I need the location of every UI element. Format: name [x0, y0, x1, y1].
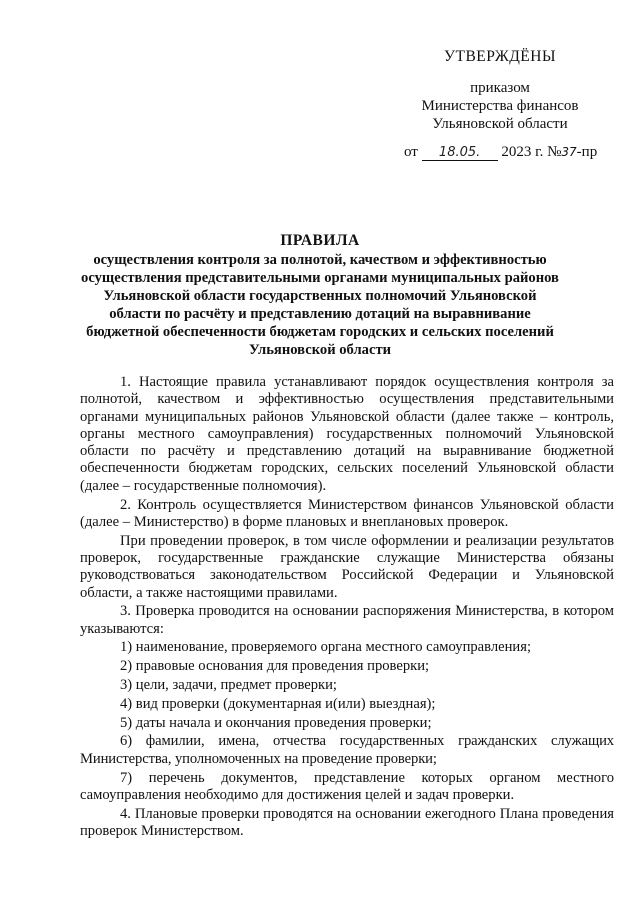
order-line — [404, 144, 597, 161]
list-item-4: 4) вид проверки (документарная и(или) выездная); — [120, 695, 436, 712]
list-item-7: 7) перечень документов, представление которых органом местного самоуправления необходимо для достижения целей и задач проверки. — [80, 769, 614, 803]
list-item-5: 5) даты начала и окончания проведения проверки; — [120, 714, 432, 731]
list-item-6: 6) фамилии, имена, отчества государственных гражданских служащих Министерства, уполномоченных на проведение проверки; — [80, 733, 614, 767]
document-heading — [80, 232, 560, 359]
paragraph-3: При проведении проверок, в том числе оформлении и реализации результатов проверок, государственные гражданские служащие Министерства обязаны руководствоваться законодательством Российской Федерации и Ульяновской области, а также настоящими правилами. — [80, 532, 614, 601]
order-prefix: от — [404, 144, 418, 160]
list-item-3: 3) цели, задачи, предмет проверки; — [120, 677, 337, 694]
approval-line-3: Ульяновской области — [432, 116, 568, 132]
approval-line-1: приказом — [470, 80, 530, 96]
heading-title: ПРАВИЛА — [280, 232, 360, 249]
document-body — [80, 374, 614, 842]
paragraph-1: 1. Настоящие правила устанавливают порядок осуществления контроля за полнотой, качеством и эффективностью осуществления представительными органами муниципальных районов Ульяновской области (далее также – контроль, органы местного самоуправления) государственных полномочий Ульяновской области по расчёту и представлению дотаций на выравнивание бюджетной обеспеченности бюджетам городских, сельских поселений Ульяновской области (далее – государственные полномочия). — [80, 374, 614, 494]
order-date: 18.05. — [422, 145, 498, 161]
order-suffix: -пр — [576, 144, 598, 160]
paragraph-5: 4. Плановые проверки проводятся на основании ежегодного Плана проведения проверок Министерством. — [80, 805, 614, 839]
order-number: 37 — [561, 145, 577, 159]
order-year: 2023 г. № — [501, 144, 562, 160]
list-item-1: 1) наименование, проверяемого органа местного самоуправления; — [120, 639, 531, 656]
approval-block — [400, 48, 600, 133]
heading-subtitle: осуществления контроля за полнотой, качеством и эффективностью осуществления представительными органами муниципальных районов Ульяновской области государственных полномочий Ульяновской области по расчёту и представлению дотаций на выравнивание бюджетной обеспеченности бюджетам городских и сельских поселений Ульяновской области — [81, 252, 559, 358]
paragraph-4: 3. Проверка проводится на основании распоряжения Министерства, в котором указываются: — [80, 603, 614, 637]
approval-line-2: Министерства финансов — [421, 98, 579, 114]
list-item-2: 2) правовые основания для проведения проверки; — [120, 658, 430, 675]
paragraph-2: 2. Контроль осуществляется Министерством финансов Ульяновской области (далее – Министерство) в форме плановых и внеплановых проверок. — [80, 496, 614, 530]
approval-title: УТВЕРЖДЁНЫ — [444, 48, 556, 65]
